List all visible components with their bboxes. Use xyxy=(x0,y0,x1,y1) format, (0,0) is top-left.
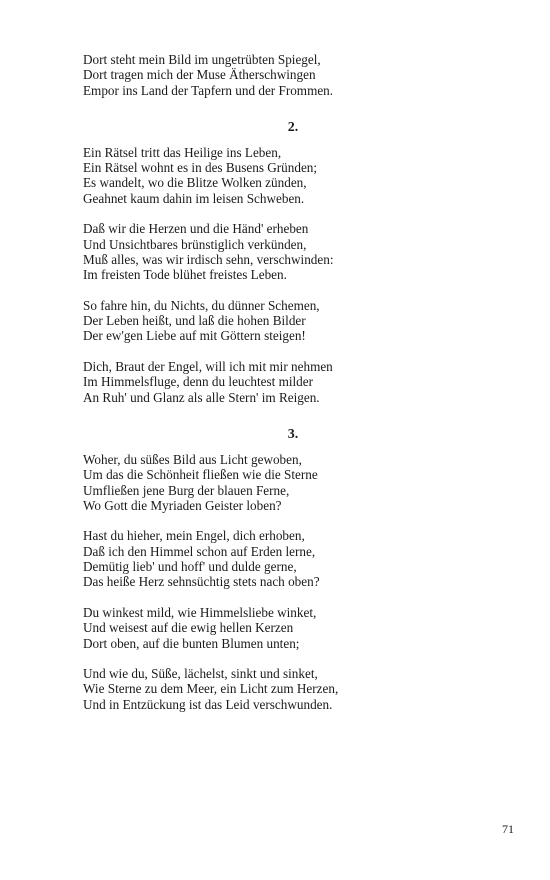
poem-line: Und wie du, Süße, lächelst, sinkt und sinket, xyxy=(83,666,318,682)
poem-line: Der ew'gen Liebe auf mit Göttern steigen! xyxy=(83,328,306,344)
poem-line: Umfließen jene Burg der blauen Ferne, xyxy=(83,482,290,498)
poem-line: Dort oben, auf die bunten Blumen unten; xyxy=(83,635,300,651)
stanza-3-3 xyxy=(83,605,503,651)
poem-line: Daß wir die Herzen und die Händ' erheben xyxy=(83,221,309,237)
stanza-gap xyxy=(83,206,503,221)
poem-line: An Ruh' und Glanz als alle Stern' im Reigen. xyxy=(83,389,320,405)
stanza-2-2 xyxy=(83,221,503,282)
stanza-2-1 xyxy=(83,145,503,206)
stanza-gap xyxy=(83,344,503,359)
poem-line: Und Unsichtbares brünstiglich verkünden, xyxy=(83,236,307,252)
poem-line: Im freisten Tode blühet freistes Leben. xyxy=(83,267,287,283)
poem-line: Daß ich den Himmel schon auf Erden lerne, xyxy=(83,543,316,559)
page-number: 71 xyxy=(502,822,514,836)
stanza-1-1 xyxy=(83,52,503,98)
poem-line: Woher, du süßes Bild aus Licht gewoben, xyxy=(83,451,302,467)
poem-line: Demütig lieb' und hoff' und dulde gerne, xyxy=(83,559,297,575)
poem-line: Es wandelt, wo die Blitze Wolken zünden, xyxy=(83,175,307,191)
poem-line: Wie Sterne zu dem Meer, ein Licht zum Herzen, xyxy=(83,681,339,697)
poem-line: Du winkest mild, wie Himmelsliebe winket, xyxy=(83,604,317,620)
poem-line: Um das die Schönheit fließen wie die Sterne xyxy=(83,467,318,483)
stanza-3-2 xyxy=(83,528,503,589)
poem-line: Der Leben heißt, und laß die hohen Bilder xyxy=(83,313,306,329)
stanza-gap xyxy=(83,513,503,528)
poem-line: Dort steht mein Bild im ungetrübten Spiegel, xyxy=(83,52,321,67)
poem-line: Im Himmelsfluge, denn du leuchtest milder xyxy=(83,374,313,390)
stanza-3-1 xyxy=(83,452,503,513)
poem-line: Das heiße Herz sehnsüchtig stets nach oben? xyxy=(83,574,320,590)
poem-line: Ein Rätsel tritt das Heilige ins Leben, xyxy=(83,144,282,160)
stanza-gap xyxy=(83,651,503,666)
stanza-2-4 xyxy=(83,359,503,405)
poem-text-block xyxy=(83,52,503,712)
stanza-gap xyxy=(83,283,503,298)
poem-line: Geahnet kaum dahin im leisen Schweben. xyxy=(83,190,305,206)
poem-line: Und weisest auf die ewig hellen Kerzen xyxy=(83,620,294,636)
stanza-gap xyxy=(83,590,503,605)
poem-line: Dort tragen mich der Muse Ätherschwingen xyxy=(83,67,316,83)
section-number-2: 2. xyxy=(287,119,299,135)
poem-line: Wo Gott die Myriaden Geister loben? xyxy=(83,497,282,513)
poem-line: Empor ins Land der Tapfern und der Frommen. xyxy=(83,82,334,98)
poem-line: Dich, Braut der Engel, will ich mit mir nehmen xyxy=(83,359,333,375)
poem-line: So fahre hin, du Nichts, du dünner Schemen, xyxy=(83,297,320,313)
poem-line: Ein Rätsel wohnt es in des Busens Gründen; xyxy=(83,160,318,176)
stanza-2-3 xyxy=(83,298,503,344)
section-number-3: 3. xyxy=(287,426,299,442)
poem-line: Und in Entzückung ist das Leid verschwunden. xyxy=(83,696,333,712)
poem-line: Muß alles, was wir irdisch sehn, verschwinden: xyxy=(83,251,334,267)
poem-line: Hast du hieher, mein Engel, dich erhoben, xyxy=(83,528,305,544)
stanza-3-4 xyxy=(83,666,503,712)
